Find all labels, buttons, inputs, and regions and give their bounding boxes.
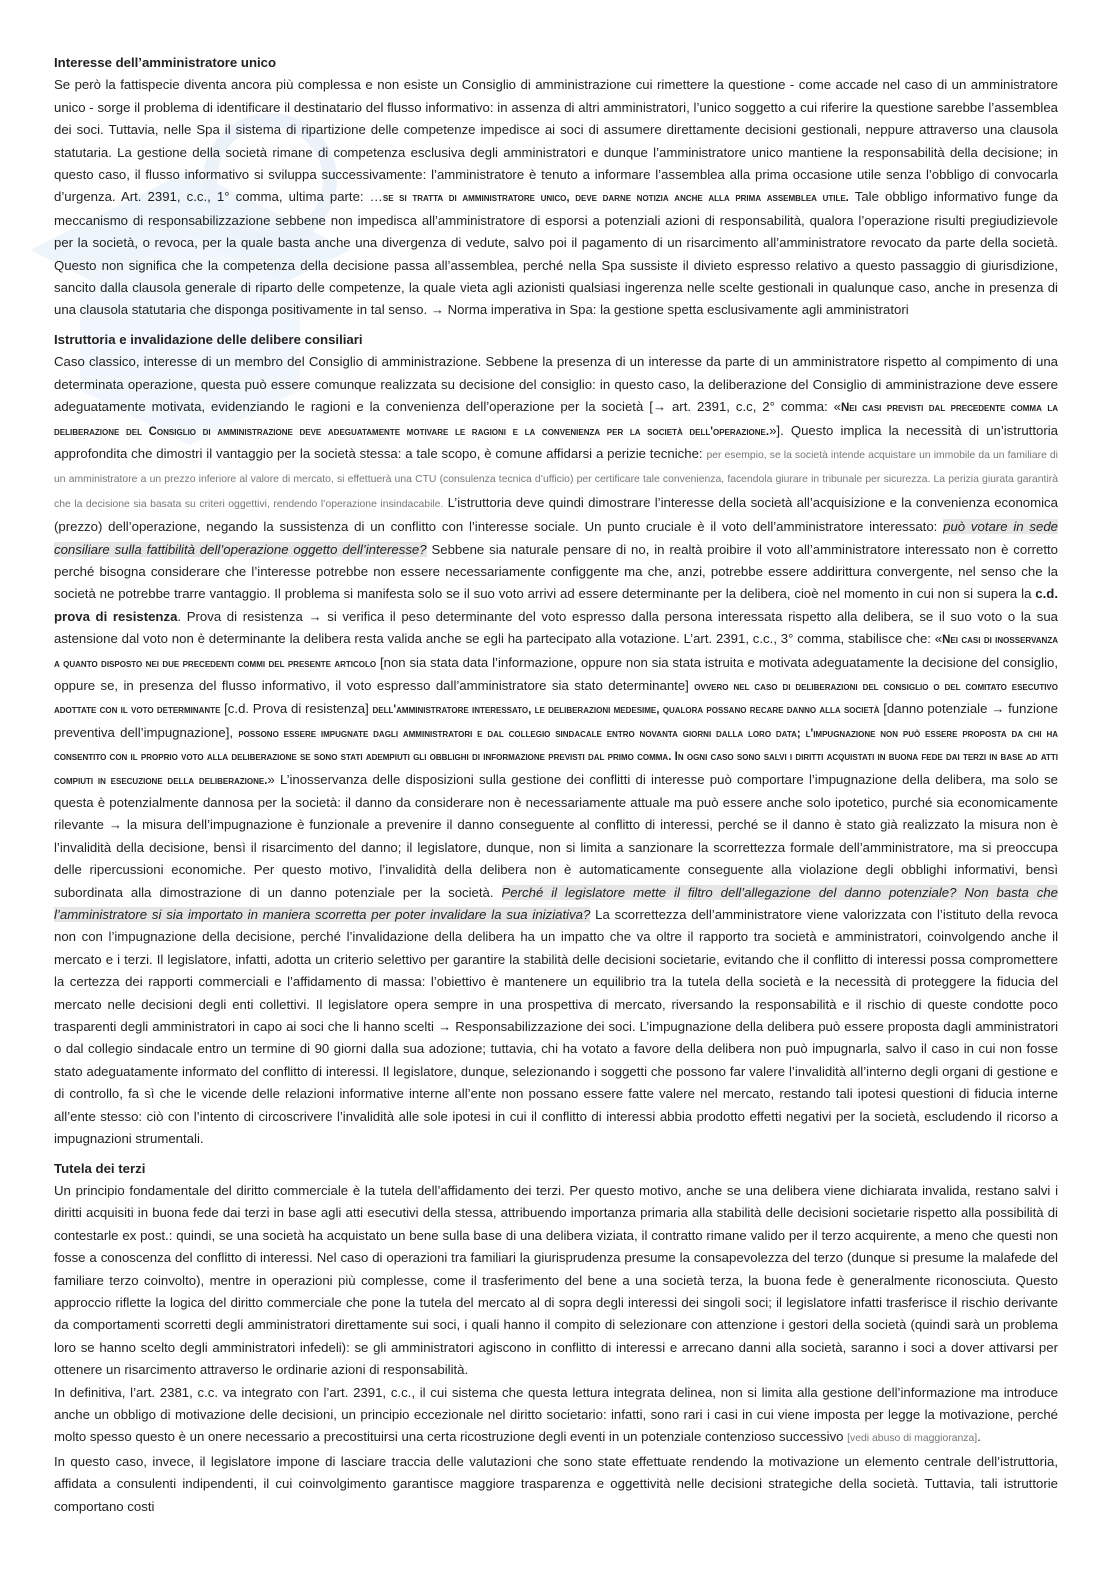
paragraph-tutela-terzi-1: Un principio fondamentale del diritto commerciale è la tutela dell’affidamento dei terzi. Per questo motivo, anche se una delibera viene dichiarata invalida, restano salvi i diritti acquisiti in buona fede dai terzi in base agli atti esecutivi della stessa, attribuendo importanza primaria alla stabilità delle decisioni societarie rispetto alla possibilità di contestarle ex post.: quindi, se una società ha acquistato un bene sulla base di una delibera viziata, il contratto rimane valido per il terzo acquirente, a meno che questi non fosse a conoscenza del conflitto di interessi. Nel caso di operazioni tra familiari la giurisprudenza presume la consapevolezza del terzo (dunque si presume la malafede del familiare terzo coinvolto), mentre in operazioni più complesse, come il trasferimento del bene a una società terza, la buona fede è generalmente riconosciuta. Questo approccio riflette la logica del diritto commerciale che pone la tutela del mercato al di sopra degli interessi dei singoli soci; il legislatore infatti trasferisce il rischio derivante da comportamenti scorretti degli amministratori direttamente sui soci, i quali hanno il compito di selezionare con attenzione i gestori della società (quindi sarà un problema loro se hanno scelto degli amministratori infedeli): se gli amministratori agiscono in conflitto di interessi e arrecano danni alla società, saranno i soci a dover attivarsi per ottenere un risarcimento attraverso le ordinarie azioni di responsabilità. <box>54 1182 1058 1378</box>
highlighted-question: Perché il legislatore mette il filtro dell’allegazione del danno potenziale? Non basta che l’amministratore si sia importato in maniera scorretta per poter invalidare la sua iniziativa? <box>54 884 1058 923</box>
text: Se però la fattispecie diventa ancora più complessa e non esiste un Consiglio di amministrazione cui rimettere la questione - come accade nel caso di un amministratore unico - sorge il problema di identificare il destinatario del flusso informativo: in assenza di altri amministratori, l’unico soggetto a cui riferire la questione sarebbe l’assemblea dei soci. Tuttavia, nelle Spa il sistema di ripartizione delle competenze impedisce ai soci di assumere direttamente decisioni gestionali, neppure attraverso una clausola statutaria. La gestione della società rimane di competenza esclusiva degli amministratori e dunque l’amministratore unico mantiene la responsabilità della decisione; in questo caso, il flusso informativo si sviluppa successivamente: l’amministratore è tenuto a informare l’assemblea alla prima occasione utile senza l’obbligo di convocarla d’urgenza. Art. 2391, c.c., 1° comma, ultima parte: … <box>54 77 1058 205</box>
text: L’istruttoria deve quindi dimostrare l’interesse della società all’acquisizione e la convenienza economica (prezzo) dell’operazione, negando la sussistenza di un conflitto con l’interesse sociale. Un punto cruciale è il voto dell’amministratore interessato: <box>54 494 1058 535</box>
text: »]. Questo implica la necessità di un’istruttoria approfondita che dimostri il vantaggio per la società stessa: a tale scopo, è comune affidarsi a perizie tecniche: <box>54 422 1058 461</box>
small-note: [vedi abuso di maggioranza] <box>847 1433 978 1445</box>
legal-quote: dell'amministratore interessato, le deliberazioni medesime, qualora possano recare danno alla società <box>372 704 880 717</box>
section-title-amministratore-unico: Interesse dell’amministratore unico <box>54 55 277 70</box>
paragraph-tutela-terzi-2 <box>54 1382 1058 1451</box>
paragraph-istruttoria <box>54 351 1058 1150</box>
text: Sebbene sia naturale pensare di no, in realtà proibire il voto all’amministratore interessato non è corretto perché bisogna considerare che l’interesse potrebbe non essere necessariamente configgente ma che, anzi, potrebbe essere addirittura convergente, nel senso che la società ne potrebbe trarre vantaggio. Il problema si manifesta solo se il suo voto arrivi ad essere determinante per la delibera, cioè nel momento in cui non si supera la <box>54 541 1058 602</box>
legal-quote: Nei casi di inosservanza a quanto disposto nei due precedenti commi del presente articolo <box>54 634 1058 670</box>
text: [c.d. Prova di resistenza] <box>220 701 373 717</box>
section-title-tutela-terzi: Tutela dei terzi <box>54 1160 146 1176</box>
text: Tale obbligo informativo funge da meccanismo di responsabilizzazione sebbene non impedisca all’amministratore di esporsi a potenziali azioni di responsabilità, qualora l’operazione risulti pregiudizievole per la società, o revoca, per la quale basta anche una divergenza di vedute, salvo poi il pagamento di un risarcimento all’amministratore revocato da parte della società. Questo non significa che la competenza della decisione passa all’assemblea, perché nella Spa sussiste il divieto espresso relativo a questo passaggio di giurisdizione, sancito dalla clausola generale di riparto delle competenze, la quale vieta agli azionisti qualsiasi ingerenza nelle scelte gestionali in qualunque caso, anche in presenza di una clausola statutaria che disponga positivamente in tal senso. → Norma imperativa in Spa: la gestione spetta esclusivamente agli amministratori <box>54 189 1058 318</box>
paragraph-amministratore-unico <box>54 74 1058 321</box>
highlighted-question: può votare in sede consiliare sulla fattibilità dell’operazione oggetto dell’interesse? <box>54 519 1058 557</box>
bold-term: c.d. prova di resistenza <box>54 586 1058 624</box>
text: Caso classico, interesse di un membro del Consiglio di amministrazione. Sebbene la presenza di un interesse da parte di un amministratore rispetto al compimento di una determinata operazione, questa può essere comunque realizzata su decisione del consiglio: in questo caso, la deliberazione del Consiglio di amministrazione deve essere adeguatamente motivata, evidenziando le ragioni e la convenienza dell’operazione per la società [→ art. 2391, c.c, 2° comma: « <box>54 354 1058 415</box>
legal-quote: ovvero nel caso di deliberazioni del consiglio o del comitato esecutivo adottate con il voto determinante <box>54 680 1058 717</box>
paragraph-tutela-terzi-3: In questo caso, invece, il legislatore impone di lasciare traccia delle valutazioni che sono state effettuate rendendo la motivazione un elemento centrale dell’istruttoria, affidata a consulenti indipendenti, il cui coinvolgimento garantisce maggiore trasparenza e oggettività nelle decisioni strategiche della società. Tuttavia, tali istruttorie comportano costi <box>54 1453 1058 1514</box>
small-note: per esempio, se la società intende acquistare un immobile da un familiare di un amministratore a un prezzo inferiore al valore di mercato, si effettuerà una CTU (consulenza tecnica d’ufficio) per certificare tale convenienza, facendola giurare in tribunale per sicurezza. La perizia giurata garantirà che la decisione sia basata su criteri oggettivi, rendendo l’operazione insindacabile. <box>54 449 1058 510</box>
legal-quote: se si tratta di amministratore unico, deve darne notizia anche alla prima assemblea utile. <box>382 192 849 205</box>
legal-quote: Nei casi previsti dal precedente comma la deliberazione del Consiglio di amministrazione deve adeguatamente motivare le ragioni e la convenienza per la società dell'operazione. <box>54 402 1058 438</box>
text: » L’inosservanza delle disposizioni sulla gestione dei conflitti di interesse può comportare l’impugnazione della delibera, ma solo se questa è potenzialmente dannosa per la società: il danno da considerare non è necessariamente attuale ma può essere anche solo ipotetico, purché sia economicamente rilevante → la misura dell’impugnazione è funzionale a prevenire il danno conseguente al conflitto di interessi, perché se il danno è stato già realizzato la misura non è l’invalidità della decisione, bensì il risarcimento del danno; il legislatore, dunque, non si limita a sanzionare la scorrettezza formale dell’amministratore, ma si preoccupa delle ripercussioni economiche. Per questo motivo, l’invalidità della delibera non è automaticamente conseguente alla violazione degli obblighi informativi, bensì subordinata alla dimostrazione di un danno potenziale per la società. <box>54 771 1058 900</box>
text: . Prova di resistenza → si verifica il peso determinante del voto espresso dalla persona interessata rispetto alla delibera, se il suo voto o la sua astensione dal voto non è determinante la delibera resta valida anche se egli ha partecipato alla votazione. L’art. 2391, c.c., 3° comma, stabilisce che: « <box>54 608 1058 647</box>
text: La scorrettezza dell’amministratore viene valorizzata con l’istituto della revoca non con l’impugnazione della decisione, perché l’invalidazione della delibera ha un impatto che va oltre il rapporto tra società e amministratori, coinvolgendo anche il mercato e i terzi. Il legislatore, infatti, adotta un criterio selettivo per garantire la stabilità delle decisioni societarie, evitando che il conflitto di interessi possa compromettere la certezza dei rapporti commerciali e l’affidamento di massa: l’obiettivo è mantenere un equilibrio tra la tutela della società e la necessità di proteggere la fiducia del mercato nelle decisioni degli enti collettivi. Il legislatore opera sempre in una prospettiva di mercato, riversando la responsabilità e il rischio di queste condotte poco trasparenti degli amministratori in capo ai soci che li hanno scelti → Responsabilizzazione dei soci. L’impugnazione della delibera può essere proposta dagli amministratori o dal collegio sindacale entro un termine di 90 giorni dalla sua adozione; tuttavia, chi ha votato a favore della delibera non può impugnarla, salvo il caso in cui non fosse stato adeguatamente informato del conflitto di interessi. Il legislatore, dunque, selezionando i soggetti che possono far valere l’invalidità all’interno degli organi di gestione e di controllo, fa sì che le vicende delle relazioni informative interne all’ente non possano essere fatte valere nel mercato, restando tali ipotesi questioni di fiducia interne all’ente stesso: ciò con l’intento di circoscrivere l’invalidità alle sole ipotesi in cui il conflitto di interessi abbia prodotto effetti negativi per la società, escludendo il ricorso a impugnazioni strumentali. <box>54 907 1058 1147</box>
text: . <box>977 1429 981 1445</box>
text: In definitiva, l’art. 2381, c.c. va integrato con l’art. 2391, c.c., il cui sistema che questa lettura integrata delinea, non si limita alla gestione dell’informazione ma introduce anche un obbligo di motivazione delle decisioni, un principio eccezionale nel diritto societario: infatti, sono rari i casi in cui viene imposta per legge la motivazione, perché molto spesso questo è un onere necessario a precostituirsi una certa ricostruzione degli eventi in un potenziale contenzioso successivo <box>54 1384 1058 1445</box>
text: [danno potenziale → funzione preventiva dell’impugnazione], <box>54 701 1058 740</box>
section-title-istruttoria: Istruttoria e invalidazione delle delibere consiliari <box>54 331 363 347</box>
text: [non sia stata data l’informazione, oppure non sia stata istruita e motivata adeguatamente la decisione del consiglio, oppure se, in presenza del flusso informativo, il voto espresso dall’amministratore sia stato determinante] <box>54 654 1058 693</box>
document-page <box>54 52 1058 1518</box>
legal-quote: possono essere impugnate dagli amministratori e dal collegio sindacale entro novanta giorni dalla loro data; l'impugnazione non può essere proposta da chi ha consentito con il proprio voto alla deliberazione se sono stati adempiuti gli obblighi di informazione previsti dal primo comma. In ogni caso sono salvi i diritti acquistati in buona fede dai terzi in base ad atti compiuti in esecuzione della deliberazione. <box>54 727 1058 787</box>
